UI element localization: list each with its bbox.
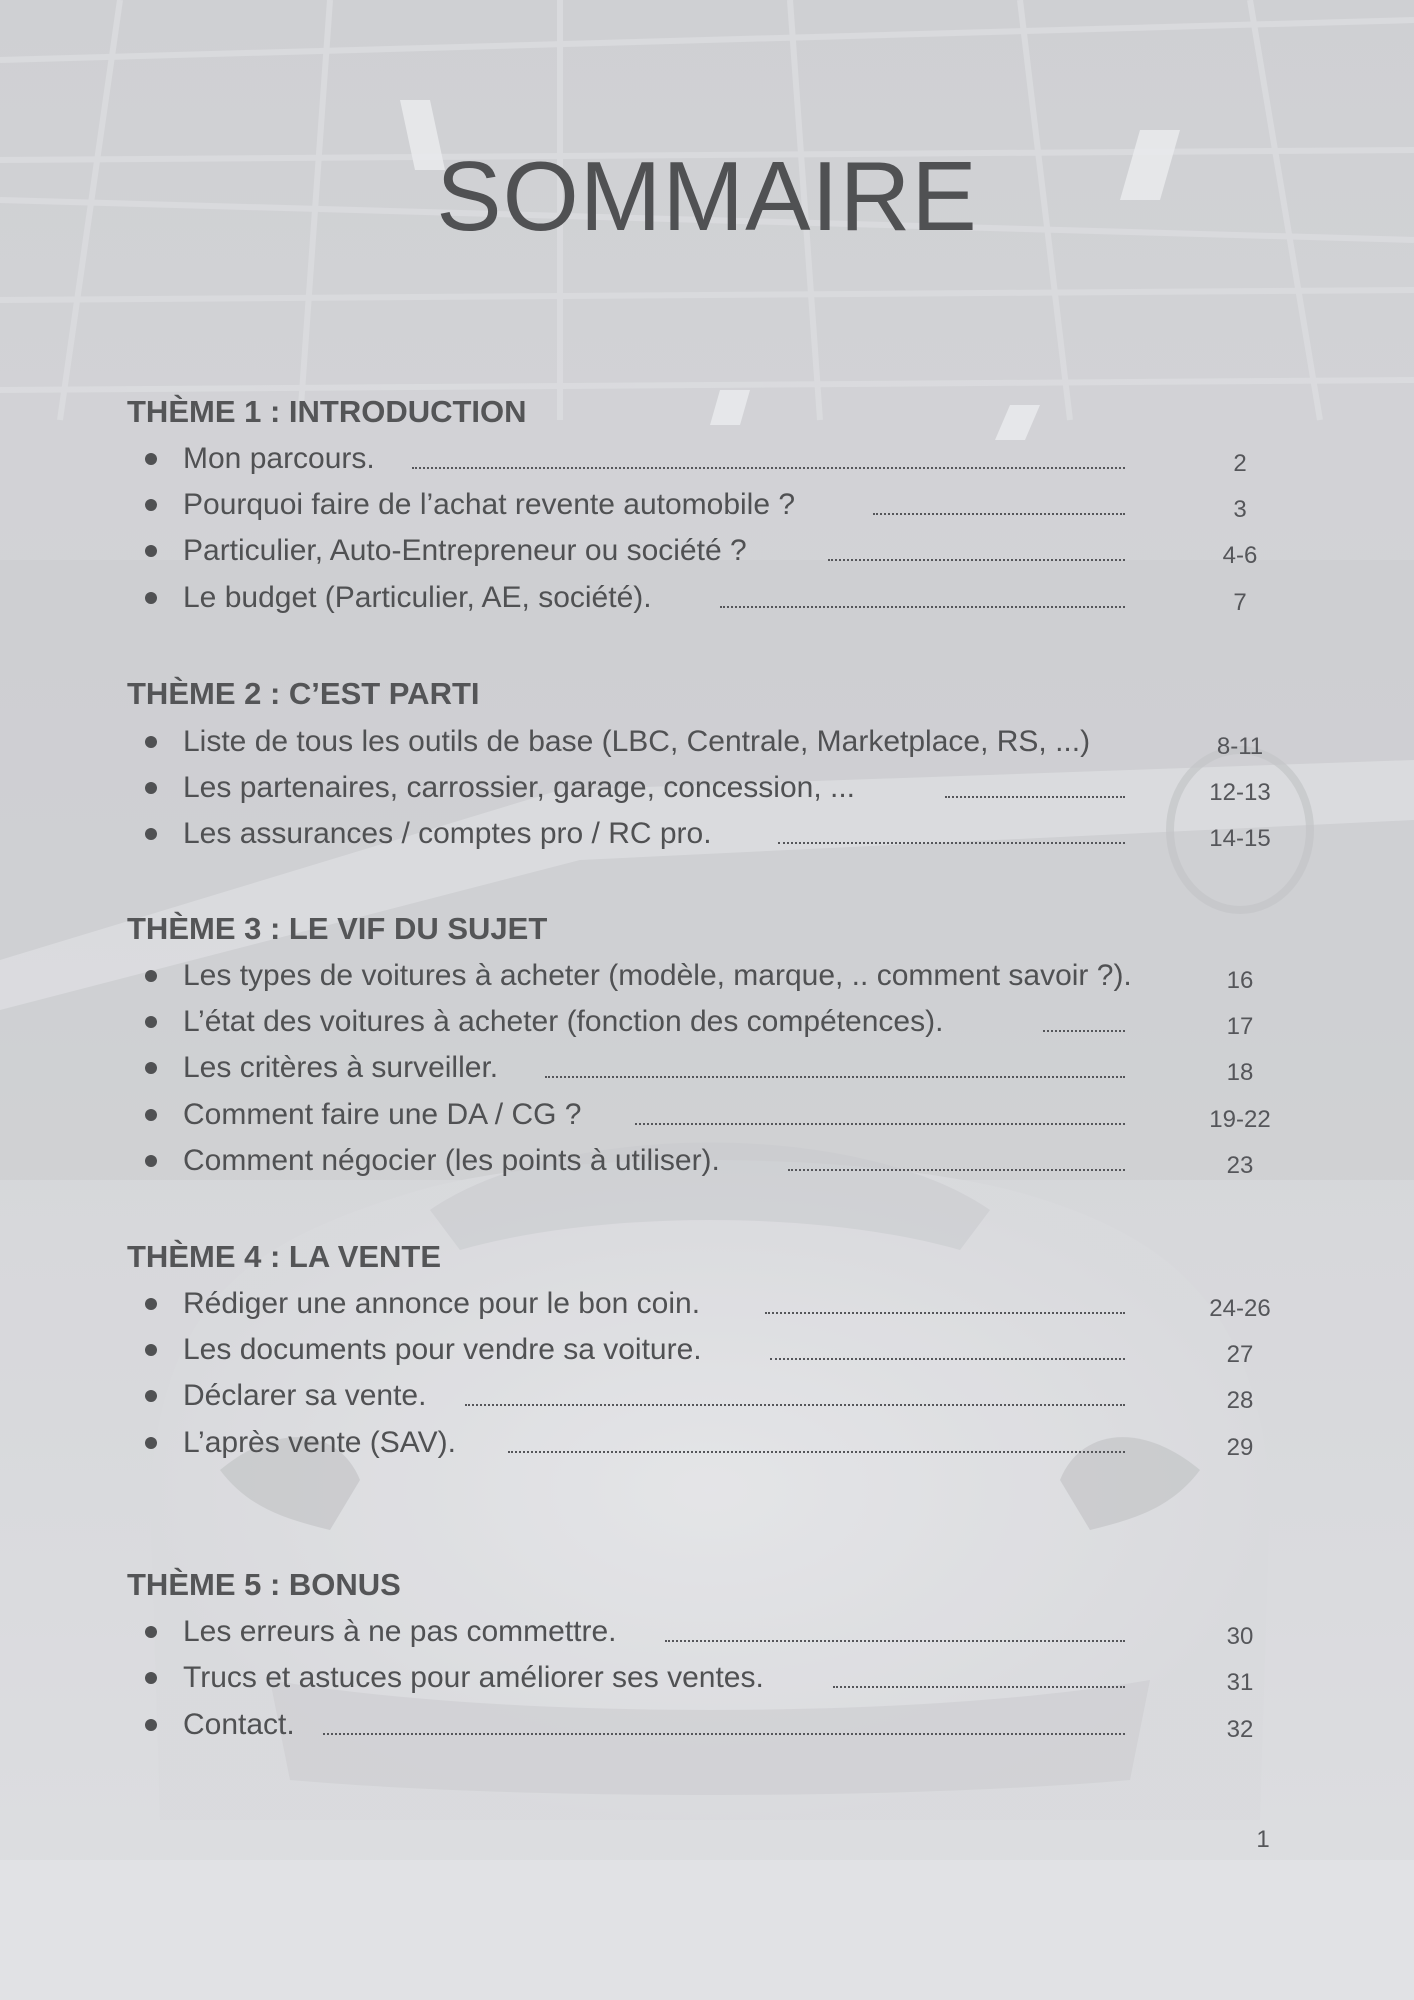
toc-entry[interactable]: [145, 482, 1305, 528]
bullet-icon: [145, 970, 157, 982]
toc-entry-label: Les assurances / comptes pro / RC pro.: [183, 817, 712, 850]
toc-entry-label: Comment faire une DA / CG ?: [183, 1098, 582, 1131]
toc-entry[interactable]: [145, 575, 1305, 621]
dot-leader: [720, 606, 1125, 608]
toc-entry-label: Rédiger une annonce pour le bon coin.: [183, 1287, 701, 1320]
bullet-icon: [145, 1672, 157, 1684]
toc-entry-label: Les critères à surveiller.: [183, 1051, 499, 1084]
bullet-icon: [145, 1344, 157, 1356]
dot-leader: [508, 1451, 1125, 1453]
toc-entry-label: Liste de tous les outils de base (LBC, Centrale, Marketplace, RS, ...): [183, 725, 1091, 758]
toc-entry-page: 19-22: [1209, 1106, 1271, 1133]
toc-entry[interactable]: [145, 999, 1305, 1045]
toc-entry-label: Contact.: [183, 1708, 295, 1741]
bullet-icon: [145, 1298, 157, 1310]
dot-leader: [412, 467, 1125, 469]
dot-leader: [770, 1358, 1125, 1360]
toc-entry-label: L’état des voitures à acheter (fonction des compétences).: [183, 1005, 944, 1038]
toc-entry-label: Pourquoi faire de l’achat revente automobile ?: [183, 488, 796, 521]
toc-entry[interactable]: [145, 528, 1305, 574]
toc-entry[interactable]: [145, 1327, 1305, 1373]
toc-entry[interactable]: [145, 1609, 1305, 1655]
toc-entry-page: 28: [1226, 1387, 1254, 1414]
bullet-icon: [145, 1016, 157, 1028]
dot-leader: [788, 1169, 1125, 1171]
toc-entry-page: 30: [1226, 1623, 1254, 1650]
dot-leader: [778, 842, 1125, 844]
theme-4-heading: THÈME 4 : LA VENTE: [127, 1239, 442, 1274]
bullet-icon: [145, 1437, 157, 1449]
toc-entry-label: Les erreurs à ne pas commettre.: [183, 1615, 617, 1648]
toc-entry-page: 29: [1226, 1434, 1254, 1461]
bullet-icon: [145, 1155, 157, 1167]
dot-leader: [828, 559, 1125, 561]
toc-entry-label: Les documents pour vendre sa voiture.: [183, 1333, 702, 1366]
dot-leader: [323, 1733, 1125, 1735]
bullet-icon: [145, 736, 157, 748]
toc-entry[interactable]: [145, 765, 1305, 811]
bullet-icon: [145, 453, 157, 465]
dot-leader: [665, 1640, 1125, 1642]
bullet-icon: [145, 592, 157, 604]
dot-leader: [545, 1076, 1125, 1078]
bullet-icon: [145, 1062, 157, 1074]
toc-entry[interactable]: [145, 1281, 1305, 1327]
theme-3-heading: THÈME 3 : LE VIF DU SUJET: [127, 911, 548, 946]
page-title: SOMMAIRE: [436, 141, 978, 251]
toc-entry-page: 7: [1233, 589, 1247, 616]
toc-entry[interactable]: [145, 1655, 1305, 1701]
toc-entry[interactable]: [145, 1702, 1305, 1748]
bullet-icon: [145, 782, 157, 794]
toc-entry[interactable]: [145, 811, 1305, 857]
bullet-icon: [145, 499, 157, 511]
bullet-icon: [145, 1719, 157, 1731]
toc-entry-label: Déclarer sa vente.: [183, 1379, 427, 1412]
theme-1-heading: THÈME 1 : INTRODUCTION: [127, 394, 527, 429]
toc-entry-page: 31: [1226, 1669, 1254, 1696]
dot-leader: [635, 1123, 1125, 1125]
bullet-icon: [145, 1390, 157, 1402]
toc-entry[interactable]: [145, 1138, 1305, 1184]
toc-entry-label: L’après vente (SAV).: [183, 1426, 456, 1459]
toc-entry-page: 14-15: [1209, 825, 1271, 852]
theme-2-heading: THÈME 2 : C’EST PARTI: [127, 676, 480, 711]
dot-leader: [465, 1404, 1125, 1406]
bullet-icon: [145, 828, 157, 840]
toc-entry-page: 3: [1233, 496, 1247, 523]
toc-entry-page: 23: [1226, 1152, 1254, 1179]
toc-entry-label: Les partenaires, carrossier, garage, concession, ...: [183, 771, 856, 804]
toc-entry-page: 17: [1226, 1013, 1254, 1040]
toc-entry[interactable]: [145, 719, 1305, 765]
toc-entry[interactable]: [145, 1045, 1305, 1091]
theme-5-heading: THÈME 5 : BONUS: [127, 1567, 401, 1602]
toc-entry-page: 16: [1226, 967, 1254, 994]
toc-entry-page: 32: [1226, 1716, 1254, 1743]
bullet-icon: [145, 1626, 157, 1638]
toc-entry[interactable]: [145, 436, 1305, 482]
dot-leader: [945, 796, 1125, 798]
toc-entry[interactable]: [145, 1373, 1305, 1419]
toc-entry-label: Particulier, Auto-Entrepreneur ou société ?: [183, 534, 747, 567]
toc-entry-page: 12-13: [1209, 779, 1271, 806]
dot-leader: [765, 1312, 1125, 1314]
page-number: 1: [1256, 1826, 1270, 1853]
toc-entry-page: 2: [1233, 450, 1247, 477]
toc-entry-label: Les types de voitures à acheter (modèle, marque, .. comment savoir ?).: [183, 959, 1132, 992]
toc-entry[interactable]: [145, 1092, 1305, 1138]
bullet-icon: [145, 545, 157, 557]
bullet-icon: [145, 1109, 157, 1121]
toc-entry-label: Le budget (Particulier, AE, société).: [183, 581, 652, 614]
toc-entry[interactable]: [145, 1420, 1305, 1466]
toc-entry[interactable]: [145, 953, 1305, 999]
toc-entry-label: Mon parcours.: [183, 442, 375, 475]
toc-entry-page: 4-6: [1222, 542, 1258, 569]
toc-entry-page: 8-11: [1216, 733, 1264, 760]
dot-leader: [1043, 1030, 1125, 1032]
toc-entry-page: 24-26: [1209, 1295, 1271, 1322]
dot-leader: [833, 1686, 1125, 1688]
toc-entry-label: Trucs et astuces pour améliorer ses ventes.: [183, 1661, 764, 1694]
toc-entry-label: Comment négocier (les points à utiliser).: [183, 1144, 720, 1177]
dot-leader: [873, 513, 1125, 515]
toc-entry-page: 18: [1226, 1059, 1254, 1086]
toc-entry-page: 27: [1226, 1341, 1254, 1368]
